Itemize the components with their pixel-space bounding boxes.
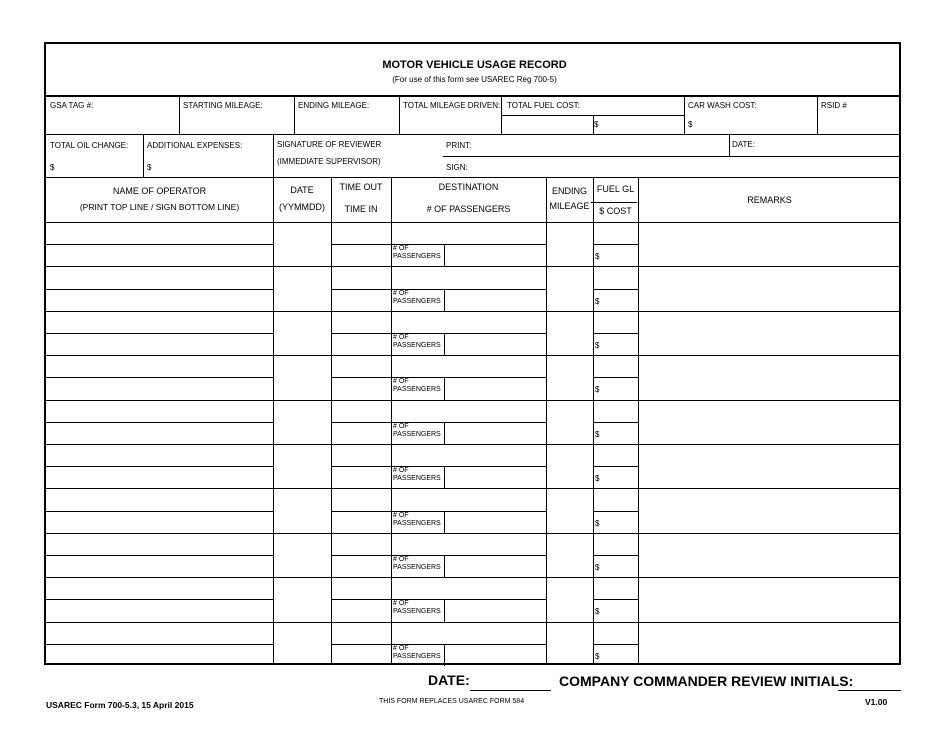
total-fuel-cost-label: TOTAL FUEL COST:	[507, 101, 580, 110]
reviewer-date-label: DATE:	[732, 140, 755, 149]
passengers-field[interactable]	[444, 644, 546, 666]
destination-field[interactable]	[391, 266, 546, 288]
total-oil-change-field[interactable]	[46, 134, 143, 177]
fuel-gl-field[interactable]	[593, 400, 638, 422]
fuel-gl-field[interactable]	[593, 355, 638, 377]
cost-field[interactable]	[593, 333, 638, 355]
passengers-field[interactable]	[444, 244, 546, 266]
col-name-of-operator: NAME OF OPERATOR	[112, 186, 207, 196]
remarks-field[interactable]	[638, 266, 901, 310]
reviewer-date-field[interactable]	[729, 134, 901, 156]
cost-currency: $	[595, 563, 600, 572]
gsa-tag-label: GSA TAG #:	[50, 101, 94, 110]
cost-field[interactable]	[593, 377, 638, 399]
date-field[interactable]	[273, 444, 331, 488]
cost-field[interactable]	[593, 422, 638, 444]
cost-field[interactable]	[593, 289, 638, 311]
date-field[interactable]	[273, 622, 331, 666]
gsa-tag-field[interactable]	[46, 95, 179, 134]
total-mileage-driven-label: TOTAL MILEAGE DRIVEN:	[403, 101, 501, 110]
fuel-gl-field[interactable]	[593, 533, 638, 555]
bottom-date-line[interactable]	[470, 690, 551, 691]
remarks-field[interactable]	[638, 622, 901, 666]
remarks-field[interactable]	[638, 311, 901, 355]
col-date-format: (YYMMDD)	[279, 202, 325, 212]
time-out-field[interactable]	[331, 266, 391, 288]
col-print-sign-note: (PRINT TOP LINE / SIGN BOTTOM LINE)	[79, 202, 240, 212]
starting-mileage-label: STARTING MILEAGE:	[183, 101, 263, 110]
operator-sign-field[interactable]	[46, 466, 273, 488]
signature-of-reviewer-label: SIGNATURE OF REVIEWER	[277, 140, 382, 149]
time-out-field[interactable]	[331, 577, 391, 599]
time-in-field[interactable]	[331, 422, 391, 444]
date-field[interactable]	[273, 488, 331, 532]
ending-mileage-row-field[interactable]	[546, 311, 593, 355]
operator-sign-field[interactable]	[46, 377, 273, 399]
cost-field[interactable]	[593, 466, 638, 488]
rsid-label: RSID #	[821, 101, 847, 110]
date-field[interactable]	[273, 266, 331, 310]
passengers-label: # OF PASSENGERS	[393, 378, 441, 394]
fuel-gl-field[interactable]	[593, 577, 638, 599]
time-out-field[interactable]	[331, 622, 391, 644]
cost-currency: $	[595, 385, 600, 395]
date-field[interactable]	[273, 222, 331, 266]
operator-print-field[interactable]	[46, 222, 273, 244]
remarks-field[interactable]	[638, 355, 901, 399]
passengers-label: # OF PASSENGERS	[393, 644, 441, 660]
cost-currency: $	[595, 429, 600, 439]
ending-mileage-row-field[interactable]	[546, 266, 593, 310]
ending-mileage-row-field[interactable]	[546, 577, 593, 621]
operator-sign-field[interactable]	[46, 555, 273, 577]
time-in-field[interactable]	[331, 555, 391, 577]
date-field[interactable]	[273, 311, 331, 355]
ending-mileage-row-field[interactable]	[546, 533, 593, 577]
print-label: PRINT:	[446, 141, 472, 150]
commander-initials-line[interactable]	[838, 690, 901, 691]
col-fuel-gl: FUEL GL	[596, 184, 635, 194]
passengers-field[interactable]	[444, 511, 546, 533]
bottom-date-label: DATE:	[428, 672, 470, 688]
total-fuel-cost-field[interactable]	[501, 115, 684, 134]
destination-field[interactable]	[391, 488, 546, 510]
oil-change-currency: $	[50, 163, 55, 172]
passengers-field[interactable]	[444, 599, 546, 621]
additional-expenses-field[interactable]	[143, 134, 273, 177]
passengers-field[interactable]	[444, 422, 546, 444]
date-field[interactable]	[273, 533, 331, 577]
passengers-label: # OF PASSENGERS	[393, 422, 441, 438]
operator-print-field[interactable]	[46, 400, 273, 422]
time-in-field[interactable]	[331, 644, 391, 666]
starting-mileage-field[interactable]	[179, 95, 294, 134]
col-date: DATE	[290, 185, 314, 195]
passengers-field[interactable]	[444, 333, 546, 355]
time-in-field[interactable]	[331, 466, 391, 488]
remarks-field[interactable]	[638, 400, 901, 444]
cost-currency: $	[595, 296, 600, 306]
passengers-field[interactable]	[444, 466, 546, 488]
date-field[interactable]	[273, 577, 331, 621]
time-in-field[interactable]	[331, 511, 391, 533]
form-title: MOTOR VEHICLE USAGE RECORD	[382, 59, 567, 71]
col-remarks: REMARKS	[747, 195, 792, 205]
remarks-field[interactable]	[638, 488, 901, 532]
time-out-field[interactable]	[331, 222, 391, 244]
operator-print-field[interactable]	[46, 355, 273, 377]
ending-mileage-label: ENDING MILEAGE:	[298, 101, 370, 110]
time-in-field[interactable]	[331, 289, 391, 311]
time-out-field[interactable]	[331, 533, 391, 555]
car-wash-cost-label: CAR WASH COST:	[688, 101, 757, 110]
sign-label: SIGN:	[446, 163, 468, 172]
immediate-supervisor-label: (IMMEDIATE SUPERVISOR)	[277, 157, 381, 166]
ending-mileage-row-field[interactable]	[546, 400, 593, 444]
fuel-gl-field[interactable]	[593, 622, 638, 644]
car-wash-cost-field[interactable]	[684, 95, 817, 134]
time-out-field[interactable]	[331, 488, 391, 510]
destination-field[interactable]	[391, 222, 546, 244]
operator-print-field[interactable]	[46, 444, 273, 466]
form-subtitle: (For use of this form see USAREC Reg 700-5)	[392, 75, 557, 84]
destination-field[interactable]	[391, 577, 546, 599]
time-in-field[interactable]	[331, 599, 391, 621]
remarks-field[interactable]	[638, 533, 901, 577]
col-destination: DESTINATION	[438, 182, 499, 192]
col-time-out: TIME OUT	[339, 182, 383, 192]
time-in-field[interactable]	[331, 333, 391, 355]
reviewer-sign-field[interactable]	[443, 156, 901, 177]
destination-field[interactable]	[391, 533, 546, 555]
remarks-field[interactable]	[638, 222, 901, 266]
version: V1.00	[865, 697, 888, 707]
cost-currency: $	[595, 651, 600, 661]
passengers-label: # OF PASSENGERS	[393, 467, 441, 483]
operator-print-field[interactable]	[46, 311, 273, 333]
car-wash-cost-currency: $	[688, 120, 693, 129]
operator-sign-field[interactable]	[46, 644, 273, 666]
operator-print-field[interactable]	[46, 266, 273, 288]
cost-currency: $	[595, 252, 600, 262]
cost-field[interactable]	[593, 599, 638, 621]
cost-currency: $	[595, 474, 600, 484]
cost-field[interactable]	[593, 511, 638, 533]
commander-initials-label: COMPANY COMMANDER REVIEW INITIALS:	[559, 673, 854, 689]
remarks-field[interactable]	[638, 444, 901, 488]
time-in-field[interactable]	[331, 244, 391, 266]
fuel-gl-field[interactable]	[593, 488, 638, 510]
destination-field[interactable]	[391, 622, 546, 644]
col-time-in: TIME IN	[344, 204, 378, 214]
col-mileage: MILEAGE	[549, 201, 590, 211]
passengers-label: # OF PASSENGERS	[393, 245, 441, 261]
operator-sign-field[interactable]	[46, 422, 273, 444]
motor-vehicle-usage-form	[44, 42, 901, 665]
form-id: USAREC Form 700-5.3, 15 April 2015	[46, 700, 194, 710]
time-out-field[interactable]	[331, 355, 391, 377]
destination-field[interactable]	[391, 400, 546, 422]
destination-field[interactable]	[391, 355, 546, 377]
operator-print-field[interactable]	[46, 533, 273, 555]
replaces-note: THIS FORM REPLACES USAREC FORM 584	[379, 698, 525, 705]
passengers-label: # OF PASSENGERS	[393, 556, 441, 571]
total-mileage-driven-field[interactable]	[399, 95, 501, 134]
additional-expenses-currency: $	[147, 163, 152, 172]
operator-sign-field[interactable]	[46, 289, 273, 311]
col-ending: ENDING	[551, 186, 587, 196]
operator-print-field[interactable]	[46, 577, 273, 599]
operator-print-field[interactable]	[46, 622, 273, 644]
passengers-label: # OF PASSENGERS	[393, 600, 441, 616]
cost-currency: $	[595, 518, 600, 528]
col-cost: $ COST	[599, 206, 632, 216]
cost-currency: $	[595, 341, 600, 350]
col-num-passengers: # OF PASSENGERS	[426, 204, 511, 214]
passengers-label: # OF PASSENGERS	[393, 289, 441, 305]
destination-field[interactable]	[391, 311, 546, 333]
passengers-field[interactable]	[444, 377, 546, 399]
ending-mileage-row-field[interactable]	[546, 444, 593, 488]
cost-field[interactable]	[593, 644, 638, 666]
ending-mileage-row-field[interactable]	[546, 222, 593, 266]
date-field[interactable]	[273, 400, 331, 444]
additional-expenses-label: ADDITIONAL EXPENSES:	[147, 141, 243, 150]
operator-sign-field[interactable]	[46, 333, 273, 355]
fuel-gl-field[interactable]	[593, 311, 638, 333]
time-in-field[interactable]	[331, 377, 391, 399]
passengers-field[interactable]	[444, 289, 546, 311]
reviewer-print-field[interactable]	[443, 134, 729, 156]
operator-sign-field[interactable]	[46, 511, 273, 533]
fuel-gl-field[interactable]	[593, 444, 638, 466]
time-out-field[interactable]	[331, 444, 391, 466]
ending-mileage-field[interactable]	[294, 95, 399, 134]
destination-field[interactable]	[391, 444, 546, 466]
ending-mileage-row-field[interactable]	[546, 488, 593, 532]
passengers-label: # OF PASSENGERS	[393, 511, 441, 527]
date-field[interactable]	[273, 355, 331, 399]
rsid-field[interactable]	[817, 95, 901, 134]
fuel-gl-field[interactable]	[593, 266, 638, 288]
total-fuel-cost-currency: $	[594, 120, 599, 129]
time-out-field[interactable]	[331, 400, 391, 422]
ending-mileage-row-field[interactable]	[546, 355, 593, 399]
cost-field[interactable]	[593, 555, 638, 577]
passengers-label: # OF PASSENGERS	[393, 334, 441, 349]
total-oil-change-label: TOTAL OIL CHANGE:	[50, 141, 129, 150]
cost-currency: $	[595, 607, 600, 617]
cost-field[interactable]	[593, 244, 638, 266]
remarks-field[interactable]	[638, 577, 901, 621]
operator-sign-field[interactable]	[46, 244, 273, 266]
operator-print-field[interactable]	[46, 488, 273, 510]
fuel-gl-field[interactable]	[593, 222, 638, 244]
passengers-field[interactable]	[444, 555, 546, 577]
time-out-field[interactable]	[331, 311, 391, 333]
operator-sign-field[interactable]	[46, 599, 273, 621]
ending-mileage-row-field[interactable]	[546, 622, 593, 666]
